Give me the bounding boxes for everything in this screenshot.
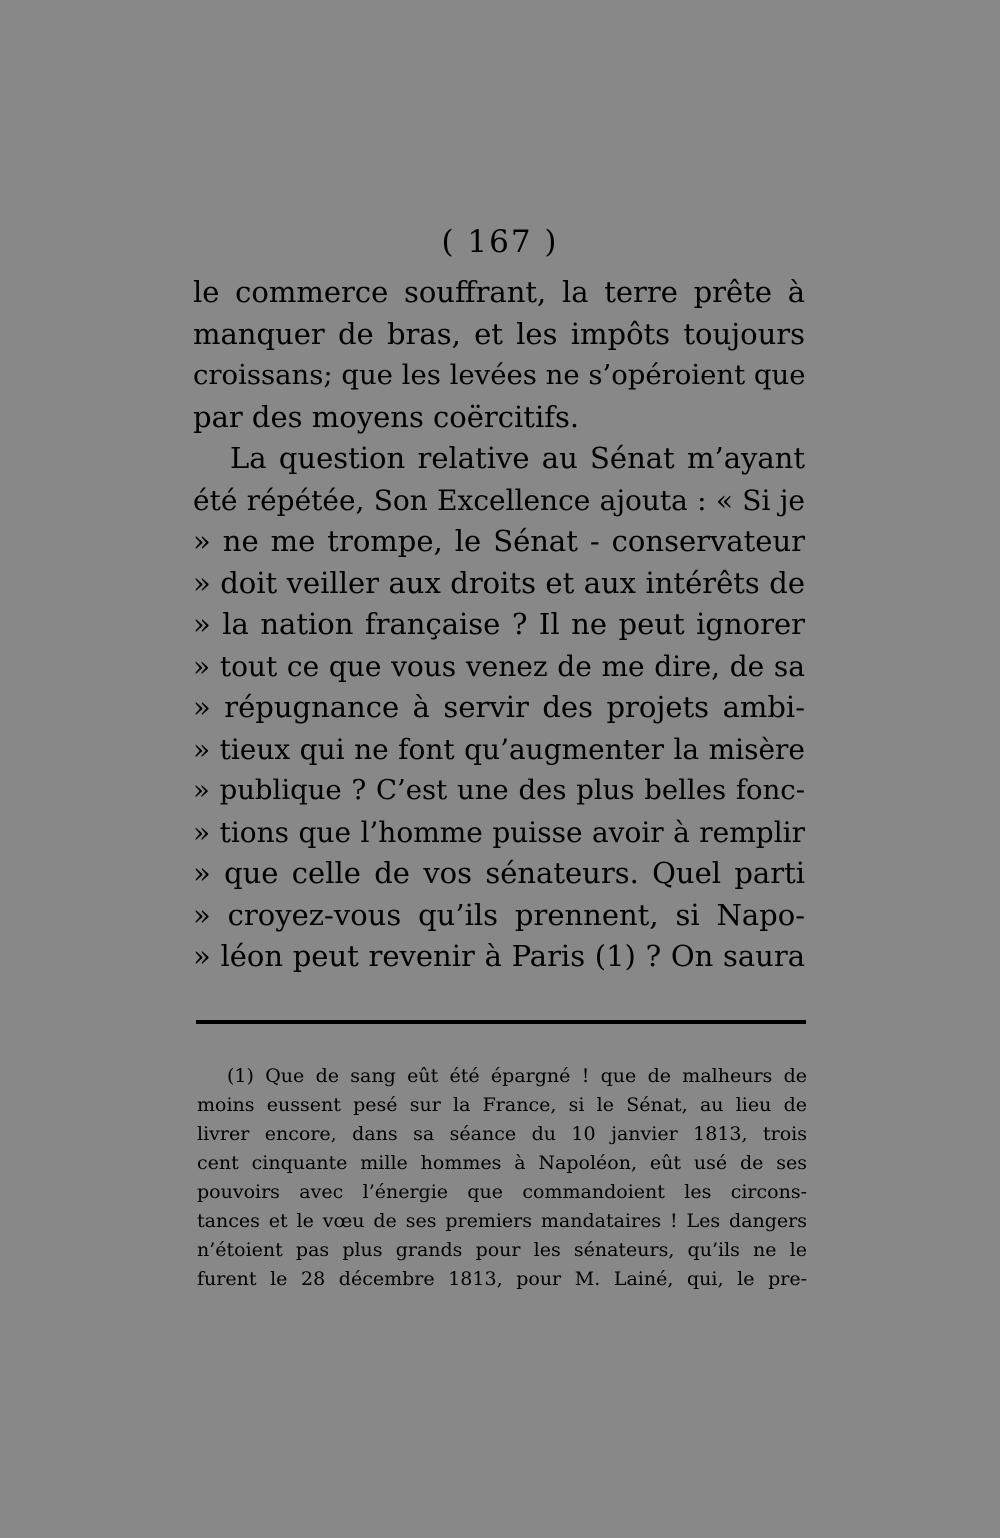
- footnote-line: furent le 28 décembre 1813, pour M. Lainé, qui, le pre-: [197, 1268, 807, 1290]
- body-line: par des moyens coërcitifs.: [193, 399, 580, 434]
- body-line: » tions que l’homme puisse avoir à remplir: [193, 815, 805, 849]
- footnote-separator-rule: [196, 1020, 806, 1024]
- footnote-block: [197, 1062, 807, 1294]
- body-line: » la nation française ? Il ne peut ignorer: [193, 607, 805, 641]
- body-line: » que celle de vos sénateurs. Quel parti: [193, 856, 805, 890]
- footnote-line: tances et le vœu de ses premiers mandataires ! Les dangers: [197, 1210, 807, 1232]
- footnote-line: (1) Que de sang eût été épargné ! que de malheurs de: [227, 1065, 807, 1087]
- body-line: croissans; que les levées ne s’opéroient que: [193, 359, 806, 391]
- footnote-line: cent cinquante mille hommes à Napoléon, eût usé de ses: [197, 1152, 807, 1174]
- body-line: » doit veiller aux droits et aux intérêts de: [193, 565, 805, 600]
- footnote-line: moins eussent pesé sur la France, si le Sénat, au lieu de: [197, 1094, 807, 1116]
- body-line: » tieux qui ne font qu’augmenter la misère: [193, 732, 805, 766]
- body-line: » ne me trompe, le Sénat - conservateur: [193, 524, 805, 558]
- body-line: manquer de bras, et les impôts toujours: [193, 316, 805, 351]
- footnote-line: livrer encore, dans sa séance du 10 janvier 1813, trois: [197, 1123, 807, 1145]
- footnote-line: pouvoirs avec l’énergie que commandoient les circons-: [197, 1181, 807, 1203]
- body-line: le commerce souffrant, la terre prête à: [193, 275, 805, 309]
- body-line: été répétée, Son Excellence ajouta : « Si je: [193, 483, 805, 517]
- footnote-line: n’étoient pas plus grands pour les sénateurs, qu’ils ne le: [197, 1239, 807, 1261]
- body-line: La question relative au Sénat m’ayant: [230, 441, 805, 475]
- body-line: » répugnance à servir des projets ambi-: [193, 690, 805, 724]
- body-line: » publique ? C’est une des plus belles fonc-: [193, 774, 805, 806]
- body-line: » léon peut revenir à Paris (1) ? On saura: [193, 939, 805, 973]
- body-text: [193, 272, 805, 978]
- page-number: ( 167 ): [441, 224, 559, 260]
- body-line: » tout ce que vous venez de me dire, de sa: [193, 649, 805, 683]
- body-line: » croyez-vous qu’ils prennent, si Napo-: [193, 897, 805, 932]
